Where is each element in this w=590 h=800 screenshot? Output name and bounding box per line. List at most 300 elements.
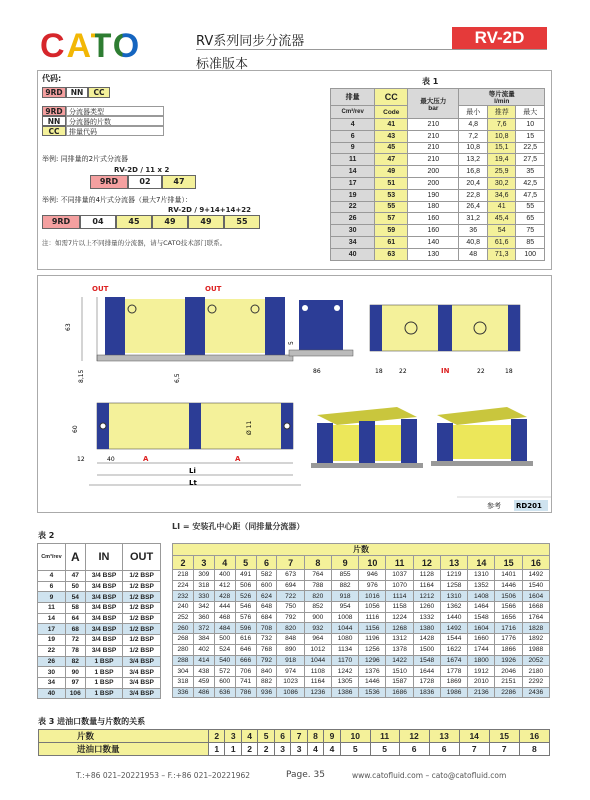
table-cell: 1 BSP — [85, 677, 123, 688]
t3-row1-label: 片数 — [39, 730, 209, 743]
table-cell: 882 — [331, 580, 358, 591]
table-cell: 100 — [516, 248, 545, 260]
table-cell: 412 — [214, 580, 235, 591]
table-cell: 2436 — [522, 687, 549, 698]
table-cell: 974 — [277, 666, 304, 677]
table-row — [38, 677, 161, 688]
code-box-type: 9RD — [42, 87, 66, 98]
t2-h-out: OUT — [123, 544, 161, 571]
code-boxes — [42, 87, 312, 98]
table-cell: 1674 — [440, 655, 467, 666]
table-cell: 64 — [65, 613, 85, 624]
table-cell: 384 — [193, 634, 214, 645]
li-col-header: 13 — [440, 556, 467, 570]
li-pieces-label: 片数 — [173, 544, 550, 556]
table-cell: 1912 — [468, 666, 495, 677]
table-cell: 9 — [331, 142, 375, 154]
table-cell: 41 — [487, 201, 516, 213]
table-cell: 20,4 — [459, 177, 488, 189]
table-cell: 3/4 BSP — [85, 624, 123, 635]
table-row — [331, 225, 545, 237]
t3-ports-cell: 4 — [307, 743, 323, 756]
front-view — [82, 297, 293, 361]
in-label: IN — [441, 367, 450, 375]
table-cell: 1/2 BSP — [123, 581, 161, 592]
table-cell: 1/2 BSP — [123, 592, 161, 603]
code-note: 注：如需7片以上不同排量的分流器，请与CATO技术部门联系。 — [42, 239, 227, 247]
t1-pressure-label: 最大压力 — [420, 97, 447, 105]
table-cell: 852 — [304, 602, 331, 613]
table-cell: 30,2 — [487, 177, 516, 189]
table-cell: 946 — [359, 570, 386, 581]
t1-h-cc: CC — [375, 89, 408, 106]
table-cell: 491 — [235, 570, 256, 581]
table-row — [173, 634, 550, 645]
table-cell: 438 — [193, 666, 214, 677]
table-row — [38, 688, 161, 699]
ref-code: RD201 — [516, 502, 542, 510]
table-cell: 3/4 BSP — [85, 592, 123, 603]
table-cell: 2292 — [522, 676, 549, 687]
table-cell: 1988 — [522, 644, 549, 655]
table-cell: 27,5 — [516, 154, 545, 166]
t1-h-rec: 推荐 — [487, 106, 516, 119]
table-row — [331, 248, 545, 260]
bottom-hole — [284, 423, 290, 429]
table-cell: 232 — [173, 591, 194, 602]
table-cell: 1/2 BSP — [123, 624, 161, 635]
table-cell: 106 — [65, 688, 85, 699]
table-cell: 61 — [375, 236, 408, 248]
table-cell: 1156 — [359, 623, 386, 634]
table-cell: 1892 — [522, 634, 549, 645]
t3-pieces-cell: 8 — [307, 730, 323, 743]
t3-pieces-cell: 16 — [519, 730, 549, 743]
table-cell: 11 — [38, 603, 66, 614]
t1-h-disp: 排量 — [331, 89, 375, 106]
t3-pieces-cell: 14 — [459, 730, 489, 743]
table-cell: 3/4 BSP — [85, 635, 123, 646]
table-cell: 25,9 — [487, 166, 516, 178]
table-cell: 1604 — [468, 623, 495, 634]
li-col-header: 4 — [214, 556, 235, 570]
table-cell: 49 — [375, 166, 408, 178]
legend-key: CC — [42, 126, 66, 136]
t3-ports-cell: 3 — [291, 743, 307, 756]
li-col-header: 15 — [495, 556, 522, 570]
table-cell: 1492 — [522, 570, 549, 581]
table-cell: 13,2 — [459, 154, 488, 166]
table-cell: 764 — [304, 570, 331, 581]
model-badge — [452, 27, 547, 49]
cato-logo — [40, 28, 150, 64]
t3-pieces-cell: 12 — [399, 730, 429, 743]
table-cell: 3/4 BSP — [123, 656, 161, 667]
li-col-header: 12 — [413, 556, 440, 570]
table-row — [331, 154, 545, 166]
table-cell: 486 — [193, 687, 214, 698]
table-cell: 848 — [277, 634, 304, 645]
table-cell: 400 — [214, 570, 235, 581]
table-cell: 10 — [516, 119, 545, 131]
table-cell: 1540 — [522, 580, 549, 591]
side-bolt — [302, 305, 308, 311]
t3-ports-cell: 6 — [429, 743, 459, 756]
table-cell: 54 — [487, 225, 516, 237]
table-cell: 792 — [256, 655, 277, 666]
t3-pieces-cell: 3 — [225, 730, 241, 743]
table-cell: 646 — [235, 644, 256, 655]
table-cell: 820 — [304, 591, 331, 602]
table-cell: 546 — [235, 602, 256, 613]
render-base — [431, 461, 533, 466]
table-cell: 1056 — [359, 602, 386, 613]
table-cell: 1668 — [522, 602, 549, 613]
table-cell: 210 — [408, 130, 459, 142]
table-cell: 1744 — [468, 644, 495, 655]
table-cell: 1044 — [304, 655, 331, 666]
li-col-header: 16 — [522, 556, 549, 570]
dim-11: Ø 11 — [246, 420, 253, 435]
dim-22b: 22 — [477, 368, 485, 375]
dim-65: 6,5 — [174, 373, 181, 383]
table-cell: 2180 — [522, 666, 549, 677]
top-end-right — [508, 305, 520, 351]
table-row — [38, 645, 161, 656]
table-cell: 53 — [375, 189, 408, 201]
table-cell: 1422 — [386, 655, 413, 666]
table-cell: 16,8 — [459, 166, 488, 178]
table-cell: 741 — [235, 676, 256, 687]
table-cell: 3/4 BSP — [85, 603, 123, 614]
table-row — [38, 592, 161, 603]
table-cell: 252 — [173, 612, 194, 623]
table-cell: 1170 — [331, 655, 358, 666]
table-row — [173, 623, 550, 634]
table-cell: 788 — [304, 580, 331, 591]
table-cell: 31,2 — [459, 213, 488, 225]
table-cell: 190 — [408, 189, 459, 201]
table-cell: 1686 — [386, 687, 413, 698]
table-cell: 4,8 — [459, 119, 488, 131]
table-cell: 11 — [331, 154, 375, 166]
render-band — [317, 423, 333, 463]
table-row — [173, 655, 550, 666]
table-cell: 19 — [38, 635, 66, 646]
table-cell: 3/4 BSP — [85, 571, 123, 582]
table-cell: 1008 — [331, 612, 358, 623]
table-cell: 260 — [173, 623, 194, 634]
table-cell: 63 — [375, 248, 408, 260]
page-title: RV系列同步分流器 — [196, 34, 305, 49]
ex1-type: 9RD — [90, 175, 128, 189]
dim-li: Li — [189, 467, 196, 475]
table-cell: 90 — [65, 667, 85, 678]
page-subtitle: 标准版本 — [196, 57, 249, 72]
top-mid — [438, 305, 452, 351]
table-cell: 1506 — [495, 591, 522, 602]
table-cell: 9 — [38, 592, 66, 603]
table1 — [330, 88, 545, 261]
table-cell: 318 — [173, 676, 194, 687]
t3-ports-cell: 7 — [489, 743, 519, 756]
render-3d-left — [311, 407, 423, 468]
table-cell: 71,3 — [487, 248, 516, 260]
table-cell: 444 — [214, 602, 235, 613]
ex1-cc: 47 — [162, 175, 196, 189]
table-cell: 624 — [256, 591, 277, 602]
table-cell: 706 — [235, 666, 256, 677]
technical-drawing — [37, 275, 552, 513]
table-cell: 1128 — [413, 570, 440, 581]
table-cell: 40,8 — [459, 236, 488, 248]
out-label-1: OUT — [92, 285, 109, 293]
table-cell: 1386 — [331, 687, 358, 698]
table-cell: 4 — [38, 571, 66, 582]
table-cell: 1866 — [495, 644, 522, 655]
table-cell: 3/4 BSP — [123, 677, 161, 688]
table-row — [38, 635, 161, 646]
table-cell: 224 — [173, 580, 194, 591]
table-cell: 1037 — [386, 570, 413, 581]
table-cell: 694 — [277, 580, 304, 591]
table-cell: 666 — [235, 655, 256, 666]
table-cell: 576 — [235, 612, 256, 623]
legend-text: 分流器的片数 — [66, 116, 164, 126]
t3-pieces-cell: 5 — [258, 730, 274, 743]
table-cell: 22 — [38, 645, 66, 656]
table-cell: 14 — [38, 613, 66, 624]
li-table — [172, 543, 550, 698]
table-cell: 1012 — [304, 644, 331, 655]
table-cell: 1070 — [386, 580, 413, 591]
dim-12: 12 — [77, 456, 85, 463]
table-cell: 1 BSP — [85, 656, 123, 667]
side-base — [289, 350, 353, 356]
table-cell: 268 — [173, 634, 194, 645]
ex2-cc: 55 — [224, 215, 260, 229]
li-col-header: 11 — [386, 556, 413, 570]
table-cell: 140 — [408, 236, 459, 248]
table-row — [173, 644, 550, 655]
table-cell: 97 — [65, 677, 85, 688]
table-cell: 1380 — [413, 623, 440, 634]
table-row — [38, 571, 161, 582]
table-cell: 414 — [193, 655, 214, 666]
table-cell: 200 — [408, 177, 459, 189]
table-cell: 54 — [65, 592, 85, 603]
table-cell: 1828 — [522, 623, 549, 634]
ex1-nn: 02 — [128, 175, 162, 189]
table-cell: 336 — [173, 687, 194, 698]
li-col-header: 3 — [193, 556, 214, 570]
table-cell: 26,4 — [459, 201, 488, 213]
t1-h-pressure — [408, 89, 459, 119]
table-cell: 402 — [193, 644, 214, 655]
table-cell: 1196 — [359, 634, 386, 645]
table-cell: 1660 — [468, 634, 495, 645]
t1-h-code: Code — [375, 106, 408, 119]
t3-pieces-cell: 7 — [291, 730, 307, 743]
li-col-header: 10 — [359, 556, 386, 570]
dim-63: 63 — [65, 323, 72, 331]
t3-ports-cell: 1 — [209, 743, 225, 756]
top-view — [370, 305, 520, 351]
table-cell: 160 — [408, 225, 459, 237]
table-cell: 4 — [331, 119, 375, 131]
front-base — [97, 355, 293, 361]
ref-label: 参考 — [487, 502, 501, 510]
example1-label: 举例: 同排量的2片式分流器 — [42, 155, 129, 163]
table-cell: 1236 — [304, 687, 331, 698]
table-cell: 1986 — [440, 687, 467, 698]
table-cell: 360 — [193, 612, 214, 623]
table-cell: 506 — [235, 580, 256, 591]
table-cell: 30 — [331, 225, 375, 237]
table-cell: 75 — [516, 225, 545, 237]
table-cell: 1108 — [304, 666, 331, 677]
table-cell: 218 — [173, 570, 194, 581]
table-cell: 708 — [256, 623, 277, 634]
table-row — [173, 580, 550, 591]
table-cell: 160 — [408, 213, 459, 225]
table-row — [331, 189, 545, 201]
table-row — [173, 666, 550, 677]
table-cell: 1800 — [468, 655, 495, 666]
table-cell: 1716 — [495, 623, 522, 634]
table-cell: 428 — [214, 591, 235, 602]
table-cell: 1212 — [413, 591, 440, 602]
table-cell: 40 — [38, 688, 66, 699]
table-row — [38, 624, 161, 635]
table-cell: 1080 — [331, 634, 358, 645]
t2-h-a: A — [65, 544, 85, 571]
table-cell: 1/2 BSP — [123, 613, 161, 624]
li-col-header: 5 — [235, 556, 256, 570]
table-cell: 3/4 BSP — [85, 613, 123, 624]
table-cell: 7,6 — [487, 119, 516, 131]
table-row — [173, 591, 550, 602]
header-divider — [196, 49, 547, 50]
table-cell: 45 — [375, 142, 408, 154]
table-cell: 1116 — [359, 612, 386, 623]
table-row — [331, 213, 545, 225]
table-cell: 6 — [331, 130, 375, 142]
table-cell: 1446 — [359, 676, 386, 687]
t3-ports-cell: 2 — [241, 743, 257, 756]
table-cell: 1728 — [413, 676, 440, 687]
table-cell: 1836 — [413, 687, 440, 698]
front-body-yellow-1 — [125, 299, 185, 353]
table-cell: 130 — [408, 248, 459, 260]
legend-text: 排量代码 — [66, 126, 164, 136]
table-cell: 1536 — [359, 687, 386, 698]
table-cell: 1 BSP — [85, 688, 123, 699]
table-cell: 1548 — [468, 612, 495, 623]
table-cell: 280 — [173, 644, 194, 655]
table-row — [38, 581, 161, 592]
table-cell: 768 — [256, 644, 277, 655]
table-cell: 1258 — [440, 580, 467, 591]
table-cell: 1044 — [331, 623, 358, 634]
table-cell: 15 — [516, 130, 545, 142]
table-cell: 1/2 BSP — [123, 635, 161, 646]
logo-text: CATO — [40, 28, 150, 64]
render-band — [437, 423, 453, 461]
dim-40: 40 — [107, 456, 115, 463]
example2-boxes — [42, 215, 312, 229]
table-cell: 51 — [375, 177, 408, 189]
table-cell: 1500 — [413, 644, 440, 655]
render-band — [401, 419, 417, 463]
footer-page: Page. 35 — [286, 770, 325, 780]
table-cell: 648 — [256, 602, 277, 613]
table-cell: 2151 — [495, 676, 522, 687]
table-cell: 732 — [256, 634, 277, 645]
table-cell: 6 — [38, 581, 66, 592]
example1-boxes — [90, 175, 312, 189]
table-cell: 3/4 BSP — [123, 688, 161, 699]
table-cell: 210 — [408, 119, 459, 131]
li-col-header: 2 — [173, 556, 194, 570]
table-cell: 34,6 — [487, 189, 516, 201]
table-cell: 1378 — [386, 644, 413, 655]
table-cell: 820 — [277, 623, 304, 634]
dim-a1: A — [143, 455, 149, 463]
table-cell: 1401 — [495, 570, 522, 581]
t3-pieces-cell: 6 — [274, 730, 290, 743]
table-cell: 1260 — [413, 602, 440, 613]
table-cell: 1622 — [440, 644, 467, 655]
table-cell: 19 — [331, 189, 375, 201]
table-cell: 1764 — [522, 612, 549, 623]
table-cell: 68 — [65, 624, 85, 635]
table-cell: 1446 — [495, 580, 522, 591]
li-col-header: 7 — [277, 556, 304, 570]
table-cell: 484 — [214, 623, 235, 634]
table-row — [331, 166, 545, 178]
li-col-header: 8 — [304, 556, 331, 570]
table-cell: 22,8 — [459, 189, 488, 201]
table-cell: 42,5 — [516, 177, 545, 189]
model-label: RV-2D — [474, 28, 525, 47]
table-cell: 722 — [277, 591, 304, 602]
table-cell: 304 — [173, 666, 194, 677]
table-cell: 288 — [173, 655, 194, 666]
table-cell: 882 — [256, 676, 277, 687]
table-cell: 1/2 BSP — [123, 603, 161, 614]
table-cell: 17 — [38, 624, 66, 635]
table-cell: 309 — [193, 570, 214, 581]
legend-key: NN — [42, 116, 66, 126]
table-row — [331, 119, 545, 131]
footer-phone: T.:+86 021–20221953 – F.:+86 021–20221962 — [76, 771, 251, 780]
table-row — [331, 236, 545, 248]
table-cell: 840 — [256, 666, 277, 677]
table-cell: 17 — [331, 177, 375, 189]
t3-ports-cell: 8 — [519, 743, 549, 756]
table-cell: 3/4 BSP — [85, 645, 123, 656]
render-band — [511, 419, 527, 461]
table-cell: 1312 — [386, 634, 413, 645]
ex2-cc: 49 — [188, 215, 224, 229]
table-row — [331, 201, 545, 213]
table-cell: 45,4 — [487, 213, 516, 225]
dim-5: 5 — [288, 341, 295, 345]
table-cell: 954 — [331, 602, 358, 613]
table-row — [331, 130, 545, 142]
side-bolt — [334, 305, 340, 311]
